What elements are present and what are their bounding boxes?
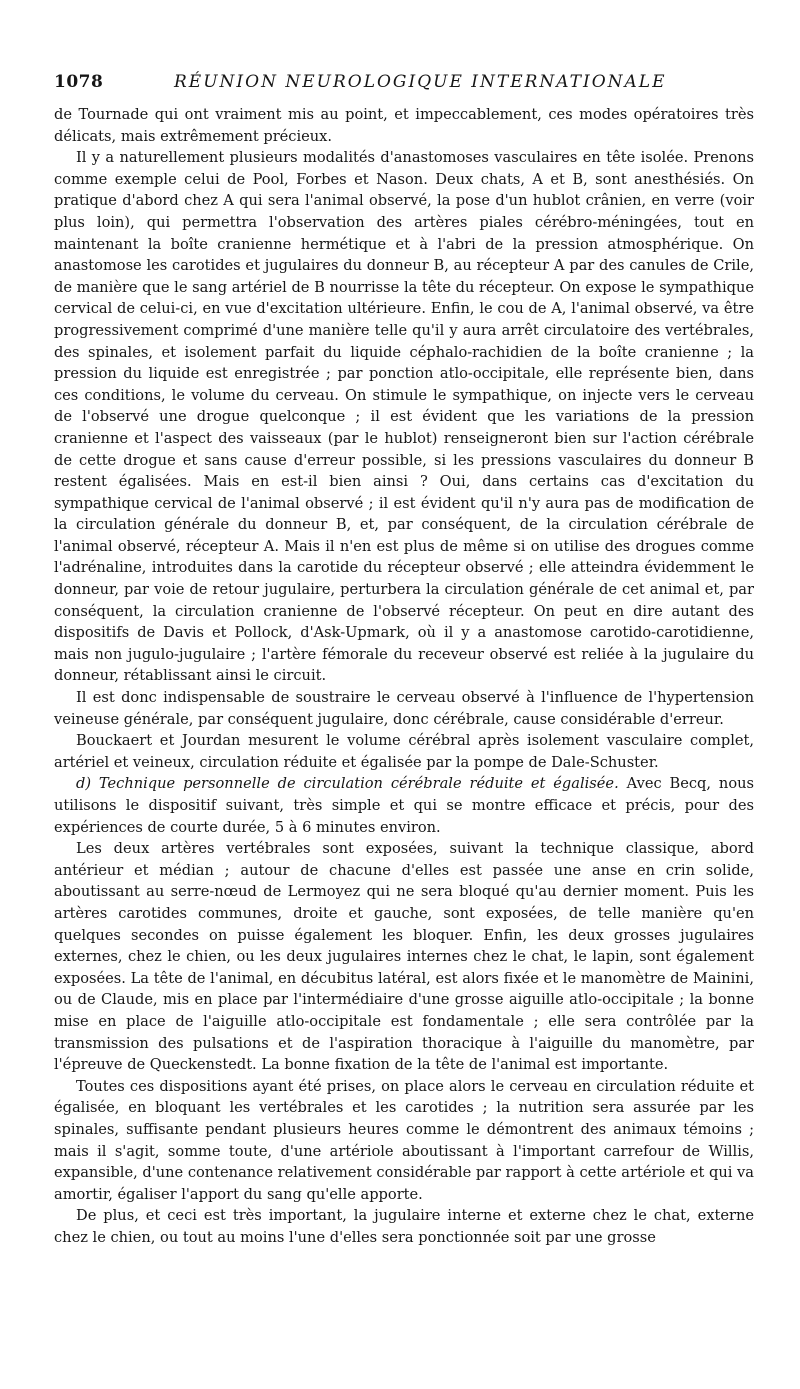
- paragraph: De plus, et ceci est très important, la jugulaire interne et externe chez le chat, externe chez le chien, ou tout au moins l'une d'elles sera ponctionnée soit par une grosse: [54, 1207, 754, 1246]
- paragraph-technique: [54, 773, 754, 838]
- page-header: [54, 72, 754, 100]
- paragraph: de Tournade qui ont vraiment mis au point, et impeccablement, ces modes opératoires très délicats, mais extrêmement précieux.: [54, 106, 754, 145]
- paragraph: Il y a naturellement plusieurs modalités d'anastomoses vasculaires en tête isolée. Prenons comme exemple celui de Pool, Forbes et Nason. Deux chats, A et B, sont anesthésiés. On pratique d'abord chez A qui sera l'animal observé, la pose d'un hublot crânien, en verre (voir plus loin), qui permettra l'observation des artères piales cérébro-méningées, tout en maintenant la boîte cranienne hermétique et à l'abri de la pression atmosphérique. On anastomose les carotides et jugulaires du donneur B, au récepteur A par des canules de Crile, de manière que le sang artériel de B nourrisse la tête du récepteur. On expose le sympathique cervical de celui-ci, en vue d'excitation ultérieure. Enfin, le cou de A, l'animal observé, va être progressivement comprimé d'une manière telle qu'il y aura arrêt circulatoire des vertébrales, des spinales, et isolement parfait du liquide céphalo-rachidien de la boîte cranienne ; la pression du liquide est enregistrée ; par ponction atlo-occipitale, elle représente bien, dans ces conditions, le volume du cerveau. On stimule le sympathique, on injecte vers le cerveau de l'observé une drogue quelconque ; il est évident que les variations de la pression cranienne et l'aspect des vaisseaux (par le hublot) renseigneront bien sur l'action cérébrale de cette drogue et sans cause d'erreur possible, si les pressions vasculaires du donneur B restent égalisées. Mais en est-il bien ainsi ? Oui, dans certains cas d'excitation du sympathique cervical de l'animal observé ; il est évident qu'il n'y aura pas de modification de la circulation générale du donneur B, et, par conséquent, de la circulation cérébrale de l'animal observé, récepteur A. Mais il n'en est plus de même si on utilise des drogues comme l'adrénaline, introduites dans la carotide du récepteur observé ; elle atteindra évidemment le donneur, par voie de retour jugulaire, perturbera la circulation générale de cet animal et, par conséquent, la circulation cranienne de l'observé récepteur. On peut en dire autant des dispositifs de Davis et Pollock, d'Ask-Upmark, où il y a anastomose carotido-carotidienne, mais non jugulo-jugulaire ; l'artère fémorale du receveur observé est reliée à la jugulaire du donneur, rétablissant ainsi le circuit.: [54, 149, 754, 685]
- body-text: [54, 104, 754, 1248]
- paragraph: Les deux artères vertébrales sont exposées, suivant la technique classique, abord antérieur et médian ; autour de chacune d'elles est passée une anse en crin solide, aboutissant au serre-nœud de Lermoyez qui ne sera bloqué qu'au dernier moment. Puis les artères carotides communes, droite et gauche, sont exposées, de telle manière qu'en quelques secondes on puisse également les bloquer. Enfin, les deux grosses jugulaires externes, chez le chien, ou les deux jugulaires internes chez le chat, le lapin, sont également exposées. La tête de l'animal, en décubitus latéral, est alors fixée et le manomètre de Mainini, ou de Claude, mis en place par l'intermédiaire d'une grosse aiguille atlo-occipitale ; la bonne mise en place de l'aiguille atlo-occipitale est fondamentale ; elle sera contrôlée par la transmission des pulsations et de l'aspiration thoracique à l'aiguille du manomètre, par l'épreuve de Queckenstedt. La bonne fixation de la tête de l'animal est importante.: [54, 840, 754, 1074]
- section-heading: d) Technique personnelle de circulation cérébrale réduite et égalisée.: [76, 775, 619, 793]
- paragraph-text: Avec Becq, nous utilisons le dispositif suivant, très simple et qui se montre efficace et précis, pour des expériences de courte durée, 5 à 6 minutes environ.: [54, 775, 755, 836]
- running-title: RÉUNION NEUROLOGIQUE INTERNATIONALE: [174, 72, 667, 92]
- paragraph: Bouckaert et Jourdan mesurent le volume cérébral après isolement vasculaire complet, artériel et veineux, circulation réduite et égalisée par la pompe de Dale-Schuster.: [54, 732, 754, 771]
- paragraph: Toutes ces dispositions ayant été prises, on place alors le cerveau en circulation réduite et égalisée, en bloquant les vertébrales et les carotides ; la nutrition sera assurée par les spinales, suffisante pendant plusieurs heures comme le démontrent des animaux témoins ; mais il s'agit, somme toute, d'une artériole aboutissant à l'important carrefour de Willis, expansible, d'une contenance relativement considérable par rapport à cette artériole et qui va amortir, égaliser l'apport du sang qu'elle apporte.: [54, 1077, 754, 1203]
- page-number: 1078: [54, 72, 104, 92]
- paragraph: Il est donc indispensable de soustraire le cerveau observé à l'influence de l'hypertension veineuse générale, par conséquent jugulaire, donc cérébrale, cause considérable d'erreur.: [54, 689, 754, 728]
